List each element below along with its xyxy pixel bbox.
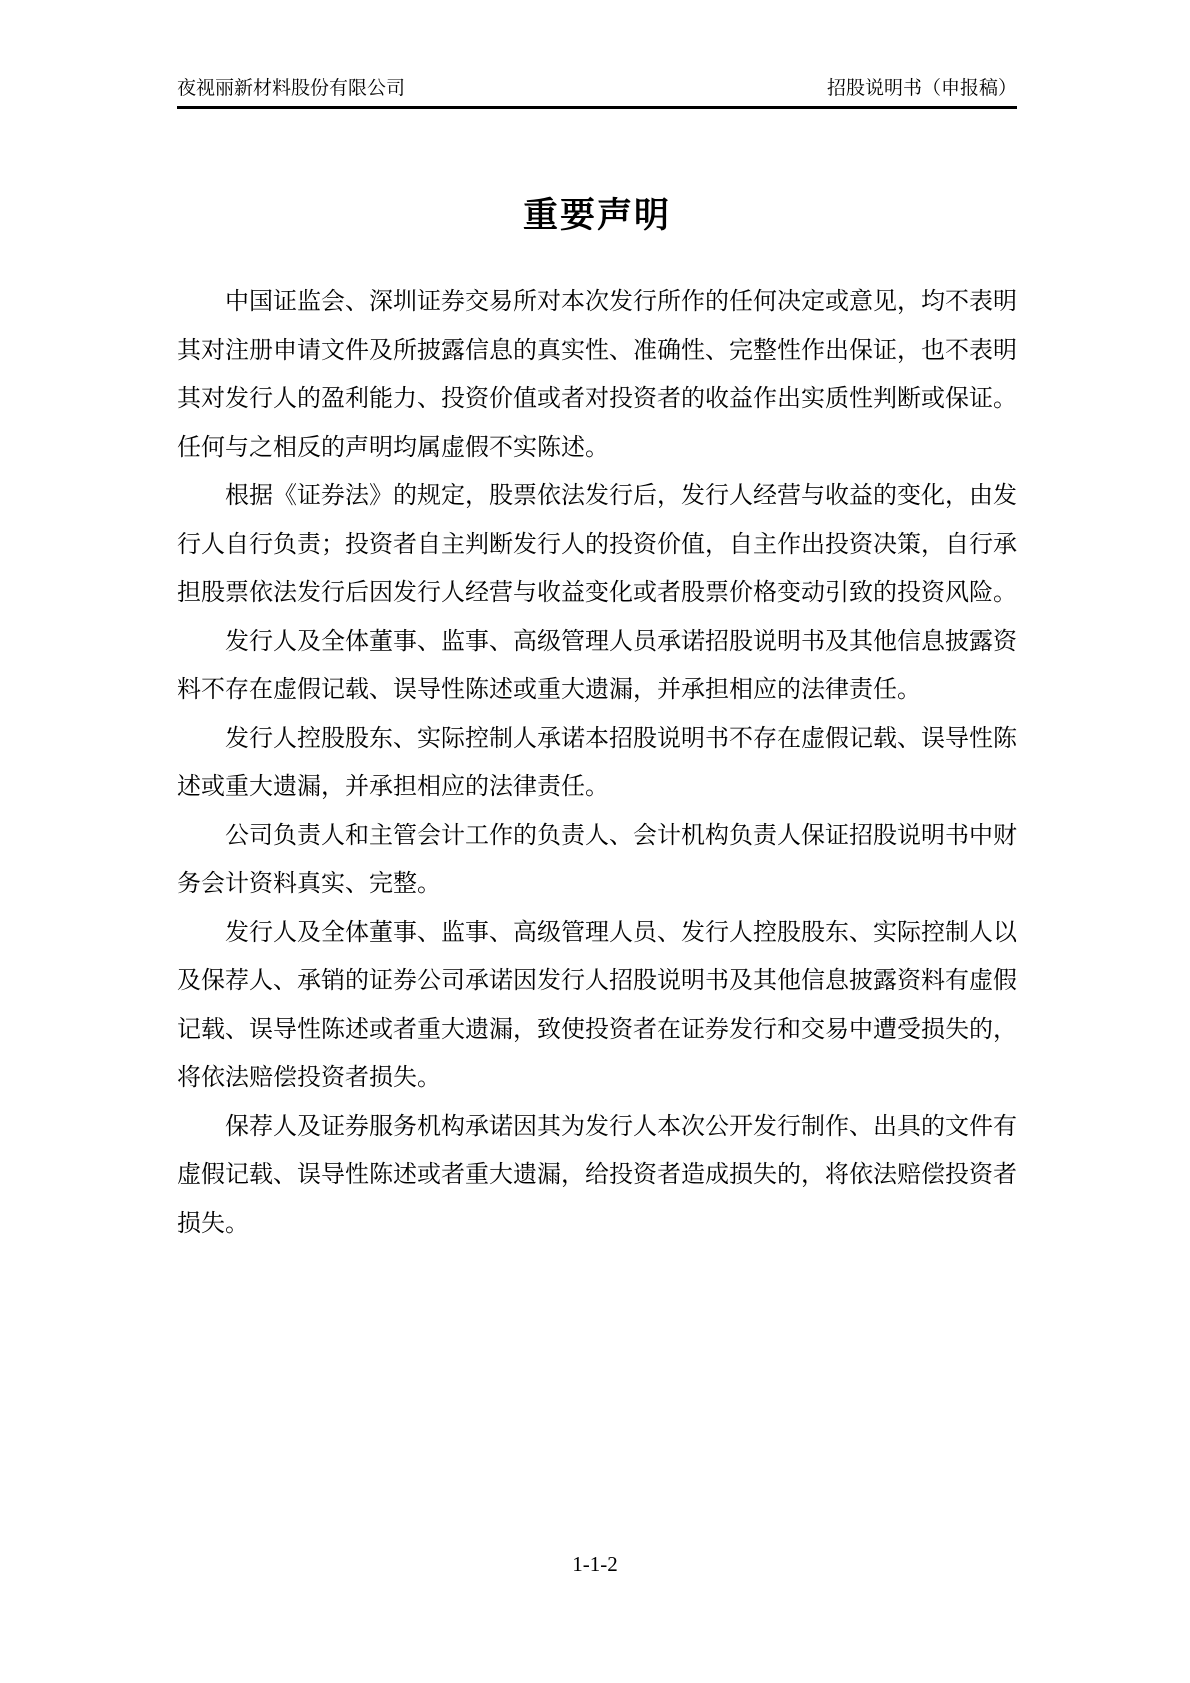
header-company-name: 夜视丽新材料股份有限公司: [177, 78, 406, 99]
statement-paragraph: 根据《证券法》的规定，股票依法发行后，发行人经营与收益的变化，由发行人自行负责；投资者自主判断发行人的投资价值，自主作出投资决策，自行承担股票依法发行后因发行人经营与收益变化或者股票价格变动引致的投资风险。: [177, 483, 1017, 606]
page-header: [177, 76, 1017, 109]
statement-paragraph: 保荐人及证券服务机构承诺因其为发行人本次公开发行制作、出具的文件有虚假记载、误导性陈述或者重大遗漏，给投资者造成损失的，将依法赔偿投资者损失。: [177, 1113, 1017, 1237]
statement-body: [177, 278, 1017, 1248]
page-number: 1-1-2: [572, 1552, 618, 1576]
statement-paragraph: 公司负责人和主管会计工作的负责人、会计机构负责人保证招股说明书中财务会计资料真实、完整。: [177, 822, 1017, 897]
header-document-type: 招股说明书（申报稿）: [826, 78, 1017, 99]
statement-paragraph: 中国证监会、深圳证券交易所对本次发行所作的任何决定或意见，均不表明其对注册申请文件及所披露信息的真实性、准确性、完整性作出保证，也不表明其对发行人的盈利能力、投资价值或者对投资者的收益作出实质性判断或保证。任何与之相反的声明均属虚假不实陈述。: [177, 289, 1017, 461]
page-title: 重要声明: [522, 196, 671, 235]
statement-paragraph: 发行人及全体董事、监事、高级管理人员承诺招股说明书及其他信息披露资料不存在虚假记载、误导性陈述或重大遗漏，并承担相应的法律责任。: [177, 628, 1017, 703]
statement-paragraph: 发行人控股股东、实际控制人承诺本招股说明书不存在虚假记载、误导性陈述或重大遗漏，并承担相应的法律责任。: [177, 725, 1017, 800]
statement-paragraph: 发行人及全体董事、监事、高级管理人员、发行人控股股东、实际控制人以及保荐人、承销的证券公司承诺因发行人招股说明书及其他信息披露资料有虚假记载、误导性陈述或者重大遗漏，致使投资者在证券发行和交易中遭受损失的，将依法赔偿投资者损失。: [177, 919, 1017, 1091]
